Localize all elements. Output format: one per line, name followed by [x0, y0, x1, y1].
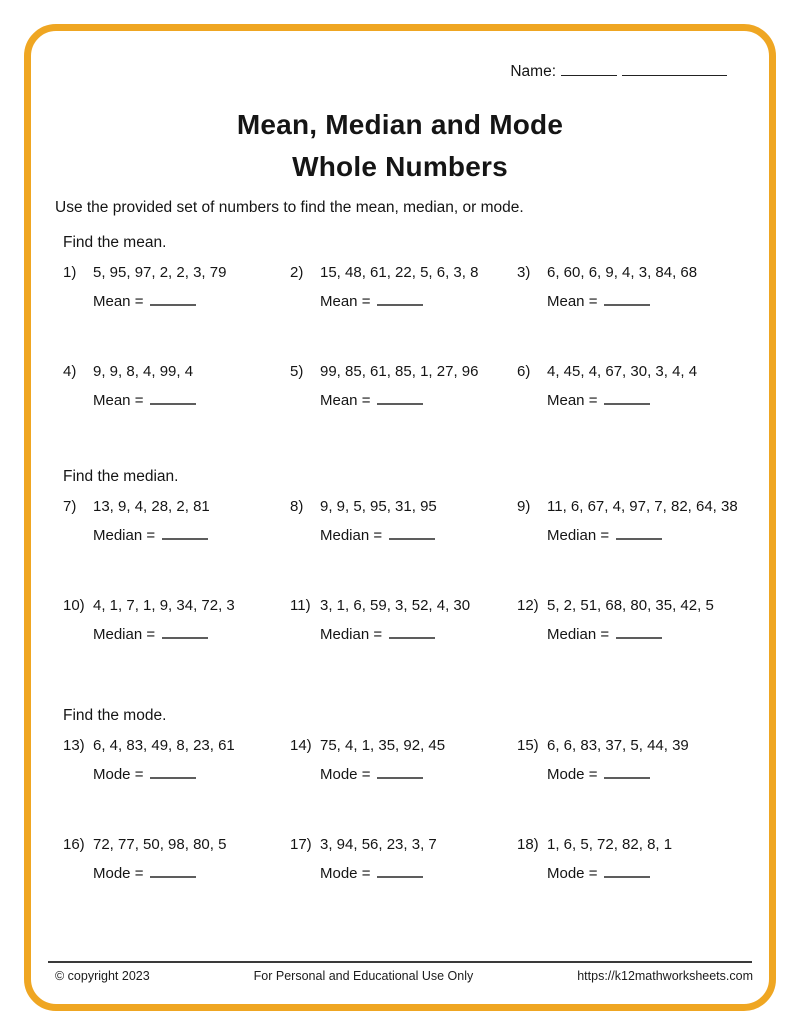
- answer-blank[interactable]: [616, 525, 662, 540]
- website-url: https://k12mathworksheets.com: [577, 969, 753, 983]
- problem-number: 1): [63, 264, 77, 281]
- answer-blank[interactable]: [377, 863, 423, 878]
- instructions-text: Use the provided set of numbers to find the mean, median, or mode.: [55, 199, 524, 216]
- section-heading-mode: Find the mode.: [63, 707, 167, 724]
- problem-15: [517, 737, 744, 784]
- problem-6: [517, 363, 744, 410]
- problem-number: 14): [290, 737, 312, 754]
- problem-number: 6): [517, 363, 531, 380]
- answer-blank[interactable]: [604, 291, 650, 306]
- section-mode: [63, 707, 755, 935]
- answer-label: Median =: [547, 626, 610, 643]
- problem-number-set: 13, 9, 4, 28, 2, 81: [93, 498, 210, 515]
- problem-2: [290, 264, 517, 311]
- problem-number-set: 11, 6, 67, 4, 97, 7, 82, 64, 38: [547, 498, 738, 515]
- problem-3: [517, 264, 744, 311]
- answer-blank[interactable]: [377, 390, 423, 405]
- problem-row: [63, 264, 755, 311]
- problem-8: [290, 498, 517, 545]
- problem-9: [517, 498, 744, 545]
- problem-number-set: 9, 9, 5, 95, 31, 95: [320, 498, 437, 515]
- answer-label: Mean =: [320, 392, 371, 409]
- answer-label: Mode =: [320, 865, 371, 882]
- problem-14: [290, 737, 517, 784]
- problem-number: 5): [290, 363, 304, 380]
- problem-13: [63, 737, 290, 784]
- problem-number: 17): [290, 836, 312, 853]
- answer-blank[interactable]: [604, 863, 650, 878]
- section-mean: [63, 234, 755, 462]
- answer-label: Median =: [320, 527, 383, 544]
- problem-number-set: 4, 1, 7, 1, 9, 34, 72, 3: [93, 597, 235, 614]
- answer-label: Mean =: [320, 293, 371, 310]
- answer-blank[interactable]: [162, 525, 208, 540]
- answer-label: Mode =: [547, 865, 598, 882]
- problem-number: 4): [63, 363, 77, 380]
- copyright-text: © copyright 2023: [55, 969, 150, 983]
- answer-label: Mean =: [93, 293, 144, 310]
- answer-blank[interactable]: [389, 624, 435, 639]
- answer-label: Median =: [320, 626, 383, 643]
- answer-label: Median =: [93, 626, 156, 643]
- problem-row: [63, 363, 755, 410]
- problem-number-set: 9, 9, 8, 4, 99, 4: [93, 363, 194, 380]
- answer-label: Median =: [547, 527, 610, 544]
- answer-label: Mode =: [93, 766, 144, 783]
- answer-label: Mode =: [547, 766, 598, 783]
- problem-1: [63, 264, 290, 311]
- problem-number-set: 72, 77, 50, 98, 80, 5: [93, 836, 227, 853]
- problem-18: [517, 836, 744, 883]
- name-row: [510, 60, 727, 81]
- problem-number: 8): [290, 498, 304, 515]
- problem-number: 12): [517, 597, 539, 614]
- problem-number-set: 6, 6, 83, 37, 5, 44, 39: [547, 737, 689, 754]
- answer-blank[interactable]: [616, 624, 662, 639]
- problem-17: [290, 836, 517, 883]
- answer-label: Mean =: [93, 392, 144, 409]
- problem-row: [63, 836, 755, 883]
- problem-row: [63, 597, 755, 644]
- problem-number-set: 75, 4, 1, 35, 92, 45: [320, 737, 446, 754]
- answer-blank[interactable]: [604, 390, 650, 405]
- section-heading-median: Find the median.: [63, 468, 179, 485]
- answer-label: Mode =: [93, 865, 144, 882]
- problem-row: [63, 498, 755, 545]
- answer-blank[interactable]: [162, 624, 208, 639]
- title-line-1: Mean, Median and Mode: [236, 109, 564, 140]
- problem-number: 10): [63, 597, 85, 614]
- problem-number-set: 1, 6, 5, 72, 82, 8, 1: [547, 836, 673, 853]
- name-input-line[interactable]: [561, 60, 617, 76]
- problem-4: [63, 363, 290, 410]
- problem-number-set: 6, 4, 83, 49, 8, 23, 61: [93, 737, 235, 754]
- problem-number-set: 15, 48, 61, 22, 5, 6, 3, 8: [320, 264, 479, 281]
- problem-number-set: 5, 2, 51, 68, 80, 35, 42, 5: [547, 597, 714, 614]
- answer-blank[interactable]: [377, 764, 423, 779]
- title-line-2: Whole Numbers: [292, 151, 508, 182]
- problem-number: 15): [517, 737, 539, 754]
- answer-blank[interactable]: [389, 525, 435, 540]
- problem-number: 13): [63, 737, 85, 754]
- problem-16: [63, 836, 290, 883]
- section-heading-mean: Find the mean.: [63, 234, 167, 251]
- problem-number-set: 3, 94, 56, 23, 3, 7: [320, 836, 437, 853]
- answer-blank[interactable]: [377, 291, 423, 306]
- page-title: [0, 104, 800, 188]
- usage-text: For Personal and Educational Use Only: [253, 969, 474, 983]
- problem-10: [63, 597, 290, 644]
- problem-number: 11): [290, 597, 311, 614]
- problem-number: 2): [290, 264, 304, 281]
- answer-blank[interactable]: [150, 863, 196, 878]
- problem-number-set: 6, 60, 6, 9, 4, 3, 84, 68: [547, 264, 698, 281]
- problem-number-set: 3, 1, 6, 59, 3, 52, 4, 30: [320, 597, 471, 614]
- problem-number: 3): [517, 264, 531, 281]
- answer-label: Median =: [93, 527, 156, 544]
- section-median: [63, 468, 755, 696]
- footer: [55, 969, 753, 983]
- problem-number: 16): [63, 836, 85, 853]
- problem-number-set: 5, 95, 97, 2, 2, 3, 79: [93, 264, 227, 281]
- problem-number-set: 99, 85, 61, 85, 1, 27, 96: [320, 363, 479, 380]
- problem-number: 9): [517, 498, 531, 515]
- problem-7: [63, 498, 290, 545]
- name-label: Name:: [510, 63, 556, 80]
- problem-row: [63, 737, 755, 784]
- answer-blank[interactable]: [150, 764, 196, 779]
- problem-5: [290, 363, 517, 410]
- answer-blank[interactable]: [150, 390, 196, 405]
- answer-blank[interactable]: [150, 291, 196, 306]
- footer-divider: [48, 961, 752, 963]
- name-input-line[interactable]: [622, 60, 727, 76]
- problem-number: 18): [517, 836, 539, 853]
- problem-12: [517, 597, 744, 644]
- problem-11: [290, 597, 517, 644]
- answer-blank[interactable]: [604, 764, 650, 779]
- answer-label: Mean =: [547, 392, 598, 409]
- answer-label: Mode =: [320, 766, 371, 783]
- problem-number: 7): [63, 498, 77, 515]
- answer-label: Mean =: [547, 293, 598, 310]
- problem-number-set: 4, 45, 4, 67, 30, 3, 4, 4: [547, 363, 698, 380]
